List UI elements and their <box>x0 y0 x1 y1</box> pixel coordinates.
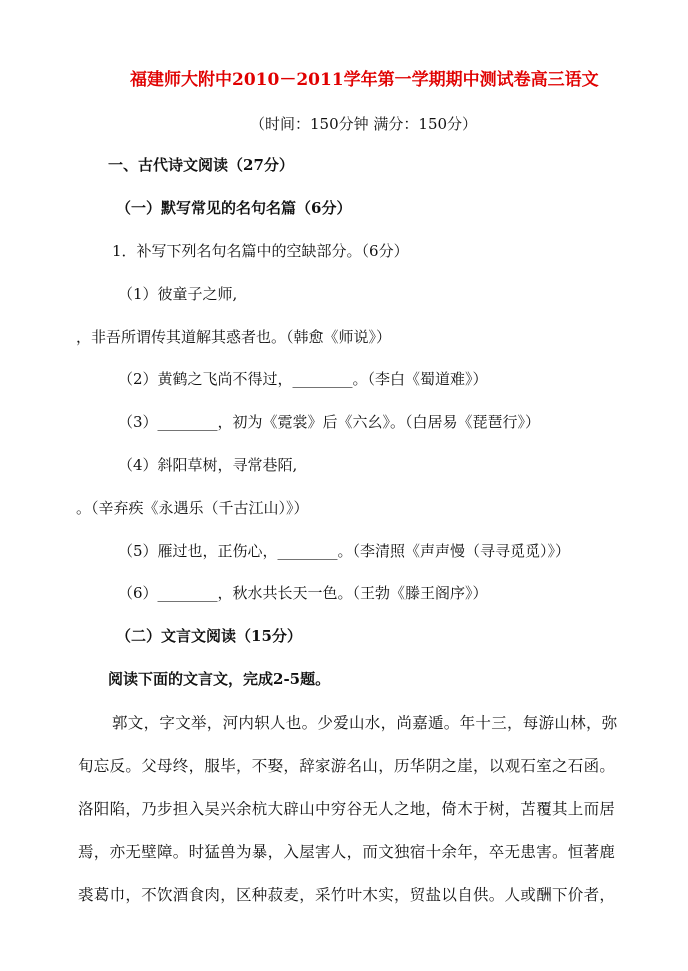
question-1: 1．补写下列名句名篇中的空缺部分。（6分） <box>112 242 409 260</box>
document-subtitle: （时间：150分钟 满分：150分） <box>250 115 478 133</box>
item-1: （1）彼童子之师, <box>118 285 238 303</box>
passage-line: 洛阳陷，乃步担入吴兴余杭大辟山中穷谷无人之地，倚木于树，苫覆其上而居 <box>78 800 616 818</box>
item-3: （3）________，初为《霓裳》后《六幺》。（白居易《琵琶行》） <box>118 413 541 431</box>
item-4: （4）斜阳草树，寻常巷陌, <box>118 456 298 474</box>
item-6: （6）________，秋水共长天一色。（王勃《滕王阁序》） <box>118 584 488 602</box>
subsection-heading: （一）默写常见的名句名篇（6分） <box>116 199 352 217</box>
section-heading: 一、古代诗文阅读（27分） <box>108 156 294 174</box>
item-2: （2）黄鹤之飞尚不得过，________。（李白《蜀道难》） <box>118 370 488 388</box>
item-1-continuation: ，非吾所谓传其道解其惑者也。（韩愈《师说》） <box>76 328 392 346</box>
passage-line: 裘葛巾，不饮酒食肉，区种菽麦，采竹叶木实，贸盐以自供。人或酬下价者， <box>78 886 616 904</box>
passage-line: 焉，亦无壁障。时猛兽为暴，入屋害人，而文独宿十余年，卒无患害。恒著鹿 <box>78 843 616 861</box>
passage-line: 旬忘反。父母终，服毕，不娶，辞家游名山，历华阴之崖，以观石室之石函。 <box>78 757 616 775</box>
reading-instruction: 阅读下面的文言文，完成2-5题。 <box>108 670 331 688</box>
item-5: （5）雁过也，正伤心，________。（李清照《声声慢（寻寻觅觅）》） <box>118 542 571 560</box>
passage-line: 郭文，字文举，河内轵人也。少爱山水，尚嘉遁。年十三，每游山林，弥 <box>112 714 618 732</box>
subsection-heading-2: （二）文言文阅读（15分） <box>116 627 302 645</box>
document-title: 福建师大附中2010－2011学年第一学期期中测试卷高三语文 <box>130 70 599 90</box>
item-4-continuation: 。（辛弃疾《永遇乐（千古江山）》） <box>76 499 309 517</box>
